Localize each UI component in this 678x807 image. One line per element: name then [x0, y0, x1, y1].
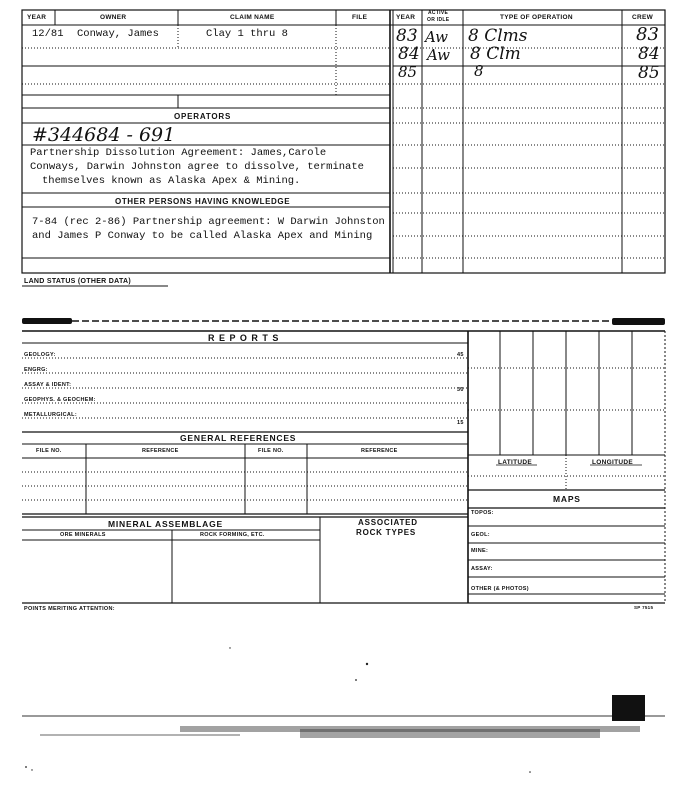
points-meriting-attention: POINTS MERITING ATTENTION:: [24, 606, 115, 612]
maps-mine: MINE:: [471, 548, 489, 554]
gr-file-no-1: FILE NO.: [36, 448, 62, 454]
row1-owner: Conway, James: [77, 28, 159, 40]
activity-crew-85: 85: [638, 63, 660, 83]
report-assay-num: 30: [457, 387, 464, 393]
associated-label: ASSOCIATED: [358, 518, 418, 527]
activity-crew-83: 83: [636, 24, 659, 45]
row1-date: 12/81: [32, 28, 64, 40]
report-metallurgical: METALLURGICAL:: [24, 412, 77, 418]
activity-operation-84: 8 Clm: [470, 44, 521, 64]
general-references-header: GENERAL REFERENCES: [180, 433, 297, 443]
report-geophys: GEOPHYS. & GEOCHEM:: [24, 397, 96, 403]
activity-year-84: 84: [398, 44, 420, 64]
activity-operation-83: 8 Clms: [468, 26, 528, 46]
operators-handwritten-number: #344684 - 691: [32, 124, 176, 146]
gr-reference-1: REFERENCE: [142, 448, 179, 454]
header-crew: CREW: [632, 14, 654, 21]
header-active: ACTIVE: [428, 10, 449, 16]
activity-crew-84: 84: [638, 44, 660, 64]
maps-header: MAPS: [553, 494, 581, 504]
report-geology-num: 45: [457, 352, 464, 358]
land-status-label: LAND STATUS (OTHER DATA): [24, 278, 132, 285]
gr-file-no-2: FILE NO.: [258, 448, 284, 454]
gr-reference-2: REFERENCE: [361, 448, 398, 454]
operators-header: OPERATORS: [174, 112, 232, 121]
report-assay: ASSAY & IDENT:: [24, 382, 72, 388]
partnership-line-2: and James P Conway to be called Alaska Apex and Mining: [32, 230, 373, 242]
activity-operation-85: 8: [474, 62, 484, 80]
header-or-idle: OR IDLE: [427, 17, 450, 23]
header-type-of-operation: TYPE OF OPERATION: [500, 14, 573, 21]
report-engrg: ENGRG:: [24, 367, 48, 373]
form-number: SP 7515: [634, 605, 654, 610]
dissolution-line-3: themselves known as Alaska Apex & Mining.: [42, 175, 301, 187]
latitude-label: LATITUDE: [498, 459, 533, 466]
partnership-line-1: 7-84 (rec 2-86) Partnership agreement: W Darwin Johnston: [32, 216, 385, 228]
activity-active-83: Aw: [425, 28, 448, 46]
maps-assay: ASSAY:: [471, 566, 493, 572]
maps-other: OTHER (& PHOTOS): [471, 586, 529, 592]
activity-year-83: 83: [396, 26, 418, 46]
rock-types-label: ROCK TYPES: [356, 528, 417, 537]
rock-forming-label: ROCK FORMING, ETC.: [200, 532, 265, 538]
mineral-assemblage-header: MINERAL ASSEMBLAGE: [108, 519, 223, 529]
header-claim-name: CLAIM NAME: [230, 14, 275, 21]
header-file: FILE: [352, 14, 368, 21]
maps-geol: GEOL:: [471, 532, 490, 538]
ore-minerals-label: ORE MINERALS: [60, 532, 106, 538]
longitude-label: LONGITUDE: [592, 459, 633, 466]
maps-topos: TOPOS:: [471, 510, 494, 516]
header-year: YEAR: [27, 14, 47, 21]
header-year-2: YEAR: [396, 14, 416, 21]
report-metallurgical-num: 15: [457, 420, 464, 426]
other-persons-header: OTHER PERSONS HAVING KNOWLEDGE: [115, 197, 291, 206]
reports-header: R E P O R T S: [208, 333, 280, 343]
header-owner: OWNER: [100, 14, 127, 21]
dissolution-line-2: Conways, Darwin Johnston agree to dissolve, terminate: [30, 161, 364, 173]
activity-active-84: Aw: [427, 46, 450, 64]
row1-claim: Clay 1 thru 8: [206, 28, 288, 40]
report-geology: GEOLOGY:: [24, 352, 56, 358]
dissolution-line-1: Partnership Dissolution Agreement: James,Carole: [30, 147, 327, 159]
activity-year-85: 85: [398, 63, 418, 81]
